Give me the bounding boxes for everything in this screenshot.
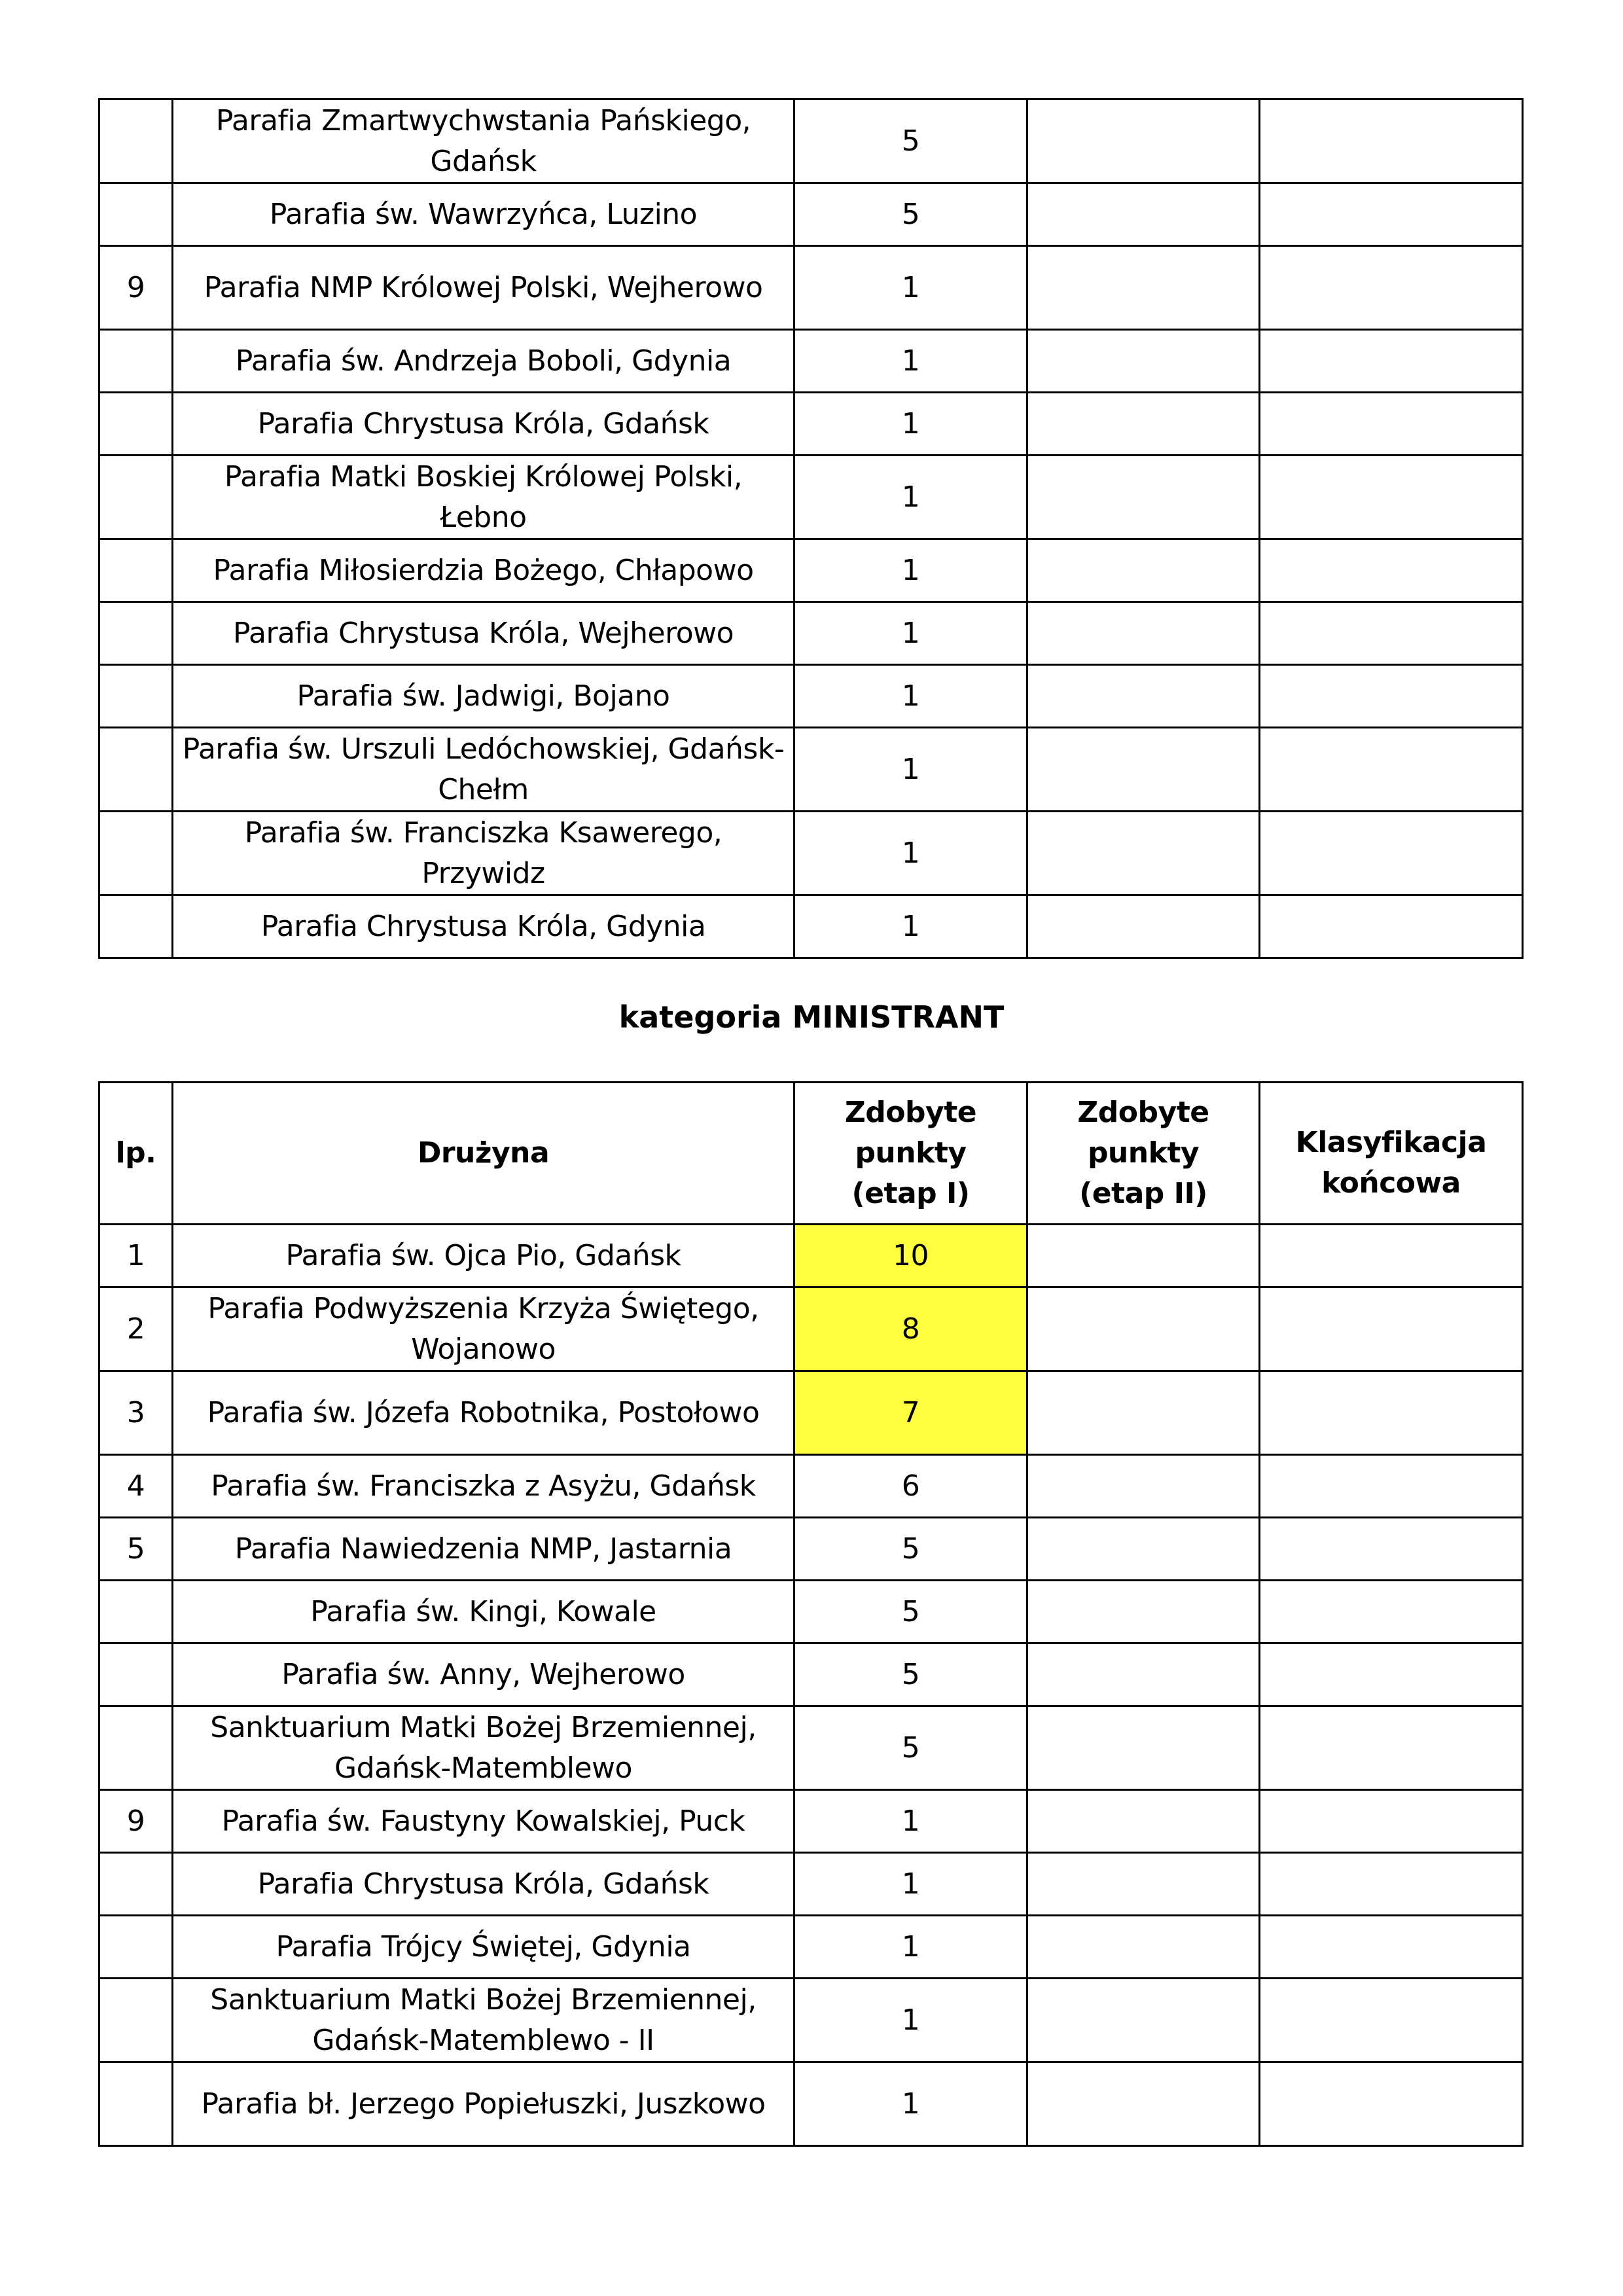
table-row <box>99 812 1523 895</box>
cell-final-classification <box>1260 183 1523 246</box>
cell-points-stage2 <box>1027 539 1260 602</box>
cell-final-classification <box>1260 393 1523 456</box>
cell-team: Sanktuarium Matki Bożej Brzemiennej, Gdańsk-Matemblewo - II <box>173 1979 794 2062</box>
cell-lp <box>99 2062 173 2146</box>
cell-final-classification <box>1260 1979 1523 2062</box>
cell-team: Parafia św. Ojca Pio, Gdańsk <box>173 1225 794 1287</box>
cell-team: Parafia św. Urszuli Ledóchowskiej, Gdańsk-Chełm <box>173 728 794 812</box>
results-table-continued <box>98 98 1524 959</box>
cell-points-stage1: 1 <box>794 1790 1027 1853</box>
cell-points-stage1: 1 <box>794 728 1027 812</box>
table-row <box>99 99 1523 183</box>
cell-team: Parafia NMP Królowej Polski, Wejherowo <box>173 246 794 330</box>
cell-points-stage2 <box>1027 393 1260 456</box>
cell-points-stage2 <box>1027 1790 1260 1853</box>
cell-points-stage1: 1 <box>794 665 1027 728</box>
cell-lp <box>99 812 173 895</box>
cell-lp <box>99 183 173 246</box>
cell-points-stage1: 1 <box>794 2062 1027 2146</box>
table-row <box>99 1790 1523 1853</box>
cell-final-classification <box>1260 246 1523 330</box>
header-line: Zdobyte <box>1077 1096 1209 1129</box>
cell-points-stage2 <box>1027 665 1260 728</box>
table-row <box>99 602 1523 665</box>
cell-points-stage1: 7 <box>794 1371 1027 1455</box>
cell-final-classification <box>1260 1790 1523 1853</box>
cell-lp <box>99 728 173 812</box>
cell-lp <box>99 1706 173 1790</box>
cell-lp <box>99 1979 173 2062</box>
cell-final-classification <box>1260 1225 1523 1287</box>
table-row <box>99 183 1523 246</box>
cell-team: Parafia Matki Boskiej Królowej Polski, Łebno <box>173 456 794 539</box>
cell-points-stage1: 5 <box>794 1706 1027 1790</box>
cell-team: Parafia Chrystusa Króla, Gdynia <box>173 895 794 958</box>
cell-points-stage1: 5 <box>794 1581 1027 1643</box>
cell-points-stage1: 5 <box>794 99 1027 183</box>
cell-points-stage2 <box>1027 2062 1260 2146</box>
cell-team: Parafia Podwyższenia Krzyża Świętego, Wojanowo <box>173 1287 794 1371</box>
header-line: (etap I) <box>851 1177 970 1210</box>
table-row <box>99 1225 1523 1287</box>
cell-points-stage2 <box>1027 1643 1260 1706</box>
cell-points-stage2 <box>1027 1706 1260 1790</box>
cell-team: Parafia Trójcy Świętej, Gdynia <box>173 1916 794 1979</box>
cell-points-stage1: 1 <box>794 539 1027 602</box>
cell-points-stage2 <box>1027 183 1260 246</box>
table-header <box>99 1083 1523 1225</box>
cell-lp <box>99 1581 173 1643</box>
table-row <box>99 2062 1523 2146</box>
cell-final-classification <box>1260 665 1523 728</box>
cell-final-classification <box>1260 1371 1523 1455</box>
table-row <box>99 539 1523 602</box>
cell-team: Parafia Zmartwychwstania Pańskiego, Gdańsk <box>173 99 794 183</box>
cell-team: Parafia św. Józefa Robotnika, Postołowo <box>173 1371 794 1455</box>
cell-final-classification <box>1260 1287 1523 1371</box>
cell-lp <box>99 330 173 393</box>
cell-team: Parafia św. Franciszka Ksawerego, Przywidz <box>173 812 794 895</box>
cell-team: Parafia św. Jadwigi, Bojano <box>173 665 794 728</box>
cell-final-classification <box>1260 2062 1523 2146</box>
cell-lp <box>99 602 173 665</box>
cell-points-stage2 <box>1027 728 1260 812</box>
cell-team: Parafia Miłosierdzia Bożego, Chłapowo <box>173 539 794 602</box>
cell-team: Parafia Chrystusa Króla, Gdańsk <box>173 393 794 456</box>
header-lp: lp. <box>99 1083 173 1225</box>
cell-points-stage1: 6 <box>794 1455 1027 1518</box>
cell-lp: 3 <box>99 1371 173 1455</box>
cell-lp <box>99 895 173 958</box>
header-points-stage2 <box>1027 1083 1260 1225</box>
cell-points-stage1: 8 <box>794 1287 1027 1371</box>
cell-points-stage1: 1 <box>794 393 1027 456</box>
header-line: punkty <box>1087 1136 1200 1170</box>
cell-team: Sanktuarium Matki Bożej Brzemiennej, Gdańsk-Matemblewo <box>173 1706 794 1790</box>
cell-points-stage2 <box>1027 1518 1260 1581</box>
results-table-continued-body <box>99 99 1523 958</box>
cell-final-classification <box>1260 728 1523 812</box>
table-row <box>99 1455 1523 1518</box>
cell-team: Parafia bł. Jerzego Popiełuszki, Juszkowo <box>173 2062 794 2146</box>
cell-lp <box>99 1916 173 1979</box>
cell-team: Parafia Chrystusa Króla, Gdańsk <box>173 1853 794 1916</box>
cell-lp <box>99 456 173 539</box>
table-row <box>99 1518 1523 1581</box>
cell-points-stage2 <box>1027 1371 1260 1455</box>
table-row <box>99 1979 1523 2062</box>
table-row <box>99 1581 1523 1643</box>
cell-final-classification <box>1260 1853 1523 1916</box>
cell-final-classification <box>1260 895 1523 958</box>
cell-points-stage2 <box>1027 1916 1260 1979</box>
cell-lp <box>99 539 173 602</box>
cell-team: Parafia Chrystusa Króla, Wejherowo <box>173 602 794 665</box>
table-row <box>99 1371 1523 1455</box>
header-line: Klasyfikacja <box>1295 1126 1487 1159</box>
table-row <box>99 1916 1523 1979</box>
table-row <box>99 393 1523 456</box>
header-team: Drużyna <box>173 1083 794 1225</box>
cell-team: Parafia Nawiedzenia NMP, Jastarnia <box>173 1518 794 1581</box>
cell-lp: 9 <box>99 246 173 330</box>
cell-lp <box>99 99 173 183</box>
cell-points-stage1: 1 <box>794 812 1027 895</box>
cell-points-stage2 <box>1027 602 1260 665</box>
cell-team: Parafia św. Faustyny Kowalskiej, Puck <box>173 1790 794 1853</box>
cell-points-stage2 <box>1027 1455 1260 1518</box>
cell-lp <box>99 1853 173 1916</box>
results-table-ministrant <box>98 1081 1524 2147</box>
results-table-ministrant-body <box>99 1225 1523 2146</box>
cell-team: Parafia św. Anny, Wejherowo <box>173 1643 794 1706</box>
table-row <box>99 330 1523 393</box>
table-row <box>99 728 1523 812</box>
cell-points-stage1: 10 <box>794 1225 1027 1287</box>
cell-points-stage1: 5 <box>794 1518 1027 1581</box>
cell-team: Parafia św. Wawrzyńca, Luzino <box>173 183 794 246</box>
cell-final-classification <box>1260 539 1523 602</box>
cell-final-classification <box>1260 1706 1523 1790</box>
cell-points-stage2 <box>1027 895 1260 958</box>
cell-final-classification <box>1260 1581 1523 1643</box>
cell-points-stage2 <box>1027 1225 1260 1287</box>
table-row <box>99 1853 1523 1916</box>
cell-final-classification <box>1260 456 1523 539</box>
cell-lp: 4 <box>99 1455 173 1518</box>
cell-final-classification <box>1260 330 1523 393</box>
cell-lp <box>99 393 173 456</box>
cell-team: Parafia św. Franciszka z Asyżu, Gdańsk <box>173 1455 794 1518</box>
cell-points-stage1: 1 <box>794 1853 1027 1916</box>
table-row <box>99 895 1523 958</box>
cell-points-stage2 <box>1027 1581 1260 1643</box>
cell-points-stage1: 1 <box>794 456 1027 539</box>
header-row <box>99 1083 1523 1225</box>
table-row <box>99 1287 1523 1371</box>
cell-lp <box>99 665 173 728</box>
cell-points-stage2 <box>1027 1979 1260 2062</box>
cell-points-stage2 <box>1027 1853 1260 1916</box>
cell-points-stage2 <box>1027 456 1260 539</box>
cell-lp <box>99 1643 173 1706</box>
cell-final-classification <box>1260 1455 1523 1518</box>
cell-points-stage2 <box>1027 246 1260 330</box>
cell-points-stage2 <box>1027 1287 1260 1371</box>
cell-points-stage1: 1 <box>794 1916 1027 1979</box>
header-line: (etap II) <box>1079 1177 1207 1210</box>
cell-final-classification <box>1260 1916 1523 1979</box>
cell-lp: 9 <box>99 1790 173 1853</box>
cell-final-classification <box>1260 99 1523 183</box>
table-row <box>99 1643 1523 1706</box>
cell-lp: 2 <box>99 1287 173 1371</box>
cell-final-classification <box>1260 1518 1523 1581</box>
table-row <box>99 665 1523 728</box>
cell-points-stage1: 5 <box>794 1643 1027 1706</box>
cell-final-classification <box>1260 1643 1523 1706</box>
cell-points-stage1: 1 <box>794 330 1027 393</box>
header-line: Zdobyte <box>844 1096 977 1129</box>
header-line: końcowa <box>1321 1166 1461 1200</box>
cell-points-stage2 <box>1027 330 1260 393</box>
cell-team: Parafia św. Kingi, Kowale <box>173 1581 794 1643</box>
cell-points-stage2 <box>1027 99 1260 183</box>
table-row <box>99 246 1523 330</box>
cell-lp: 1 <box>99 1225 173 1287</box>
cell-points-stage2 <box>1027 812 1260 895</box>
cell-final-classification <box>1260 812 1523 895</box>
cell-lp: 5 <box>99 1518 173 1581</box>
cell-final-classification <box>1260 602 1523 665</box>
header-line: punkty <box>855 1136 967 1170</box>
table-row <box>99 1706 1523 1790</box>
section-heading: kategoria MINISTRANT <box>618 999 1005 1035</box>
cell-points-stage1: 5 <box>794 183 1027 246</box>
cell-points-stage1: 1 <box>794 895 1027 958</box>
header-final-classification <box>1260 1083 1523 1225</box>
cell-team: Parafia św. Andrzeja Boboli, Gdynia <box>173 330 794 393</box>
table-row <box>99 456 1523 539</box>
cell-points-stage1: 1 <box>794 1979 1027 2062</box>
cell-points-stage1: 1 <box>794 602 1027 665</box>
cell-points-stage1: 1 <box>794 246 1027 330</box>
header-points-stage1 <box>794 1083 1027 1225</box>
